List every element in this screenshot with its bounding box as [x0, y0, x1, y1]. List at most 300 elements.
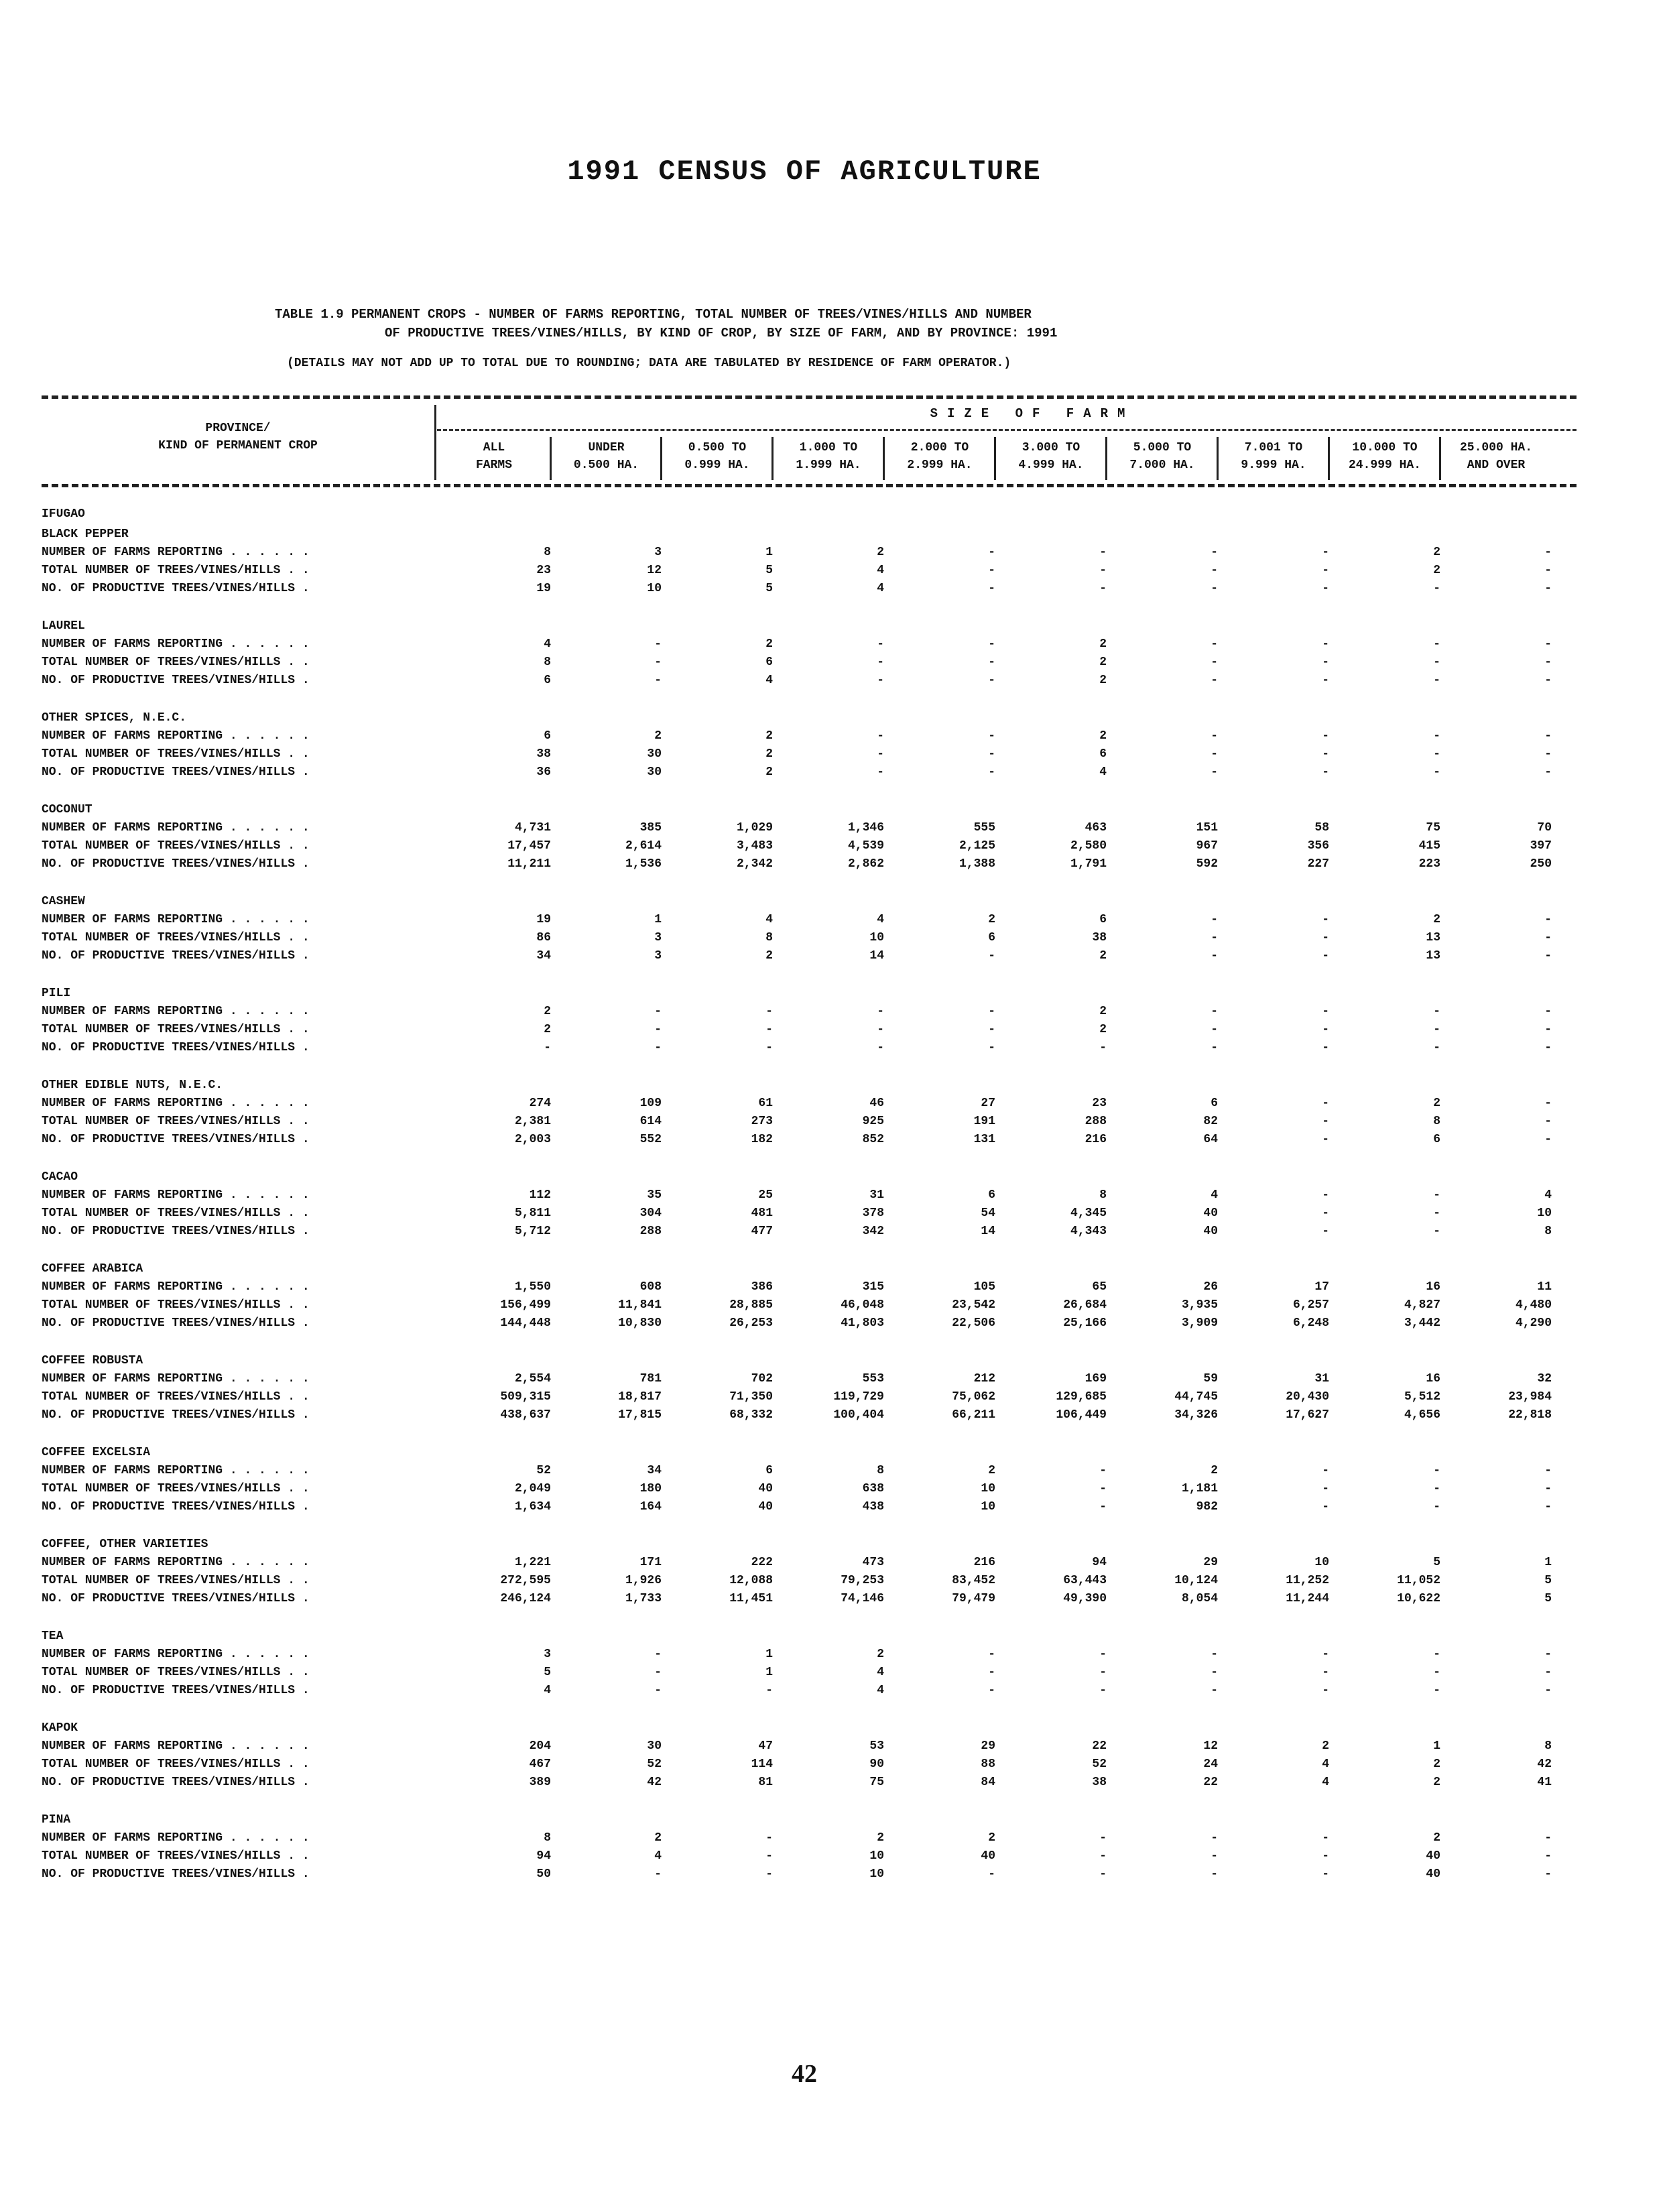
table-row — [42, 1829, 1552, 1847]
table-cell: 8 — [1544, 1739, 1552, 1753]
table-cell: 79,479 — [952, 1592, 995, 1605]
table-cell: - — [1544, 1867, 1552, 1881]
table-cell: 27 — [981, 1097, 995, 1110]
table-cell: 58 — [1314, 821, 1329, 835]
spacer-row — [42, 1516, 1552, 1534]
table-cell: 10 — [869, 931, 884, 944]
table-cell: - — [1211, 582, 1218, 595]
crop-name: BLACK PEPPER — [42, 528, 129, 541]
table-cell: 477 — [751, 1225, 773, 1238]
crop-row — [42, 983, 1552, 1003]
table-row — [42, 1205, 1552, 1223]
table-cell: 3 — [544, 1648, 551, 1661]
table-cell: - — [1211, 1849, 1218, 1863]
table-cell: - — [1322, 1005, 1329, 1018]
table-cell: - — [1322, 765, 1329, 779]
table-cell: - — [1322, 656, 1329, 669]
table-cell: 11,052 — [1397, 1574, 1440, 1587]
table-cell: - — [1433, 1005, 1440, 1018]
row-label: NUMBER OF FARMS REPORTING . . . . . . — [42, 1097, 310, 1110]
table-cell: - — [1322, 1097, 1329, 1110]
table-cell: - — [1322, 1849, 1329, 1863]
table-cell: 18,817 — [618, 1390, 662, 1404]
table-cell: - — [654, 1023, 662, 1036]
table-cell: 25,166 — [1063, 1316, 1107, 1330]
table-cell: - — [1433, 1666, 1440, 1679]
table-cell: 2 — [654, 1831, 662, 1845]
table-cell: - — [1544, 1684, 1552, 1697]
column-header: 0.500 TO 0.999 HA. — [684, 441, 750, 472]
crop-name: OTHER EDIBLE NUTS, N.E.C. — [42, 1079, 223, 1092]
table-row — [42, 1737, 1552, 1756]
table-cell: 40 — [758, 1500, 773, 1514]
table-cell: - — [1322, 1831, 1329, 1845]
table-cell: 40 — [981, 1849, 995, 1863]
table-cell: 90 — [869, 1758, 884, 1771]
table-cell: 22 — [1203, 1776, 1218, 1789]
table-cell: - — [877, 765, 884, 779]
table-cell: 4,827 — [1404, 1298, 1440, 1312]
table-cell: 473 — [862, 1556, 884, 1569]
table-cell: - — [1322, 729, 1329, 743]
table-caption — [275, 305, 1414, 343]
table-cell: - — [1433, 765, 1440, 779]
table-row — [42, 654, 1552, 672]
table-cell: - — [1544, 1133, 1552, 1146]
table-cell: 23,542 — [952, 1298, 995, 1312]
crop-row — [42, 1534, 1552, 1554]
table-row — [42, 1388, 1552, 1406]
table-cell: 614 — [639, 1115, 662, 1128]
table-cell: 20,430 — [1286, 1390, 1329, 1404]
table-cell: 4 — [765, 674, 773, 687]
table-cell: 4 — [877, 1684, 884, 1697]
table-cell: 61 — [758, 1097, 773, 1110]
table-cell: 8 — [1544, 1225, 1552, 1238]
table-cell: - — [1322, 1207, 1329, 1220]
table-cell: 6 — [988, 1188, 995, 1202]
table-cell: 31 — [869, 1188, 884, 1202]
crop-row — [42, 1350, 1552, 1370]
row-label: NUMBER OF FARMS REPORTING . . . . . . — [42, 1372, 310, 1386]
table-cell: 42 — [1537, 1758, 1552, 1771]
table-cell: 5 — [765, 582, 773, 595]
table-cell: 1 — [765, 1666, 773, 1679]
table-cell: 2 — [1433, 1776, 1440, 1789]
table-cell: 11,244 — [1286, 1592, 1329, 1605]
table-cell: - — [1099, 582, 1107, 595]
table-cell: - — [988, 1666, 995, 1679]
table-cell: - — [1544, 913, 1552, 926]
row-label: NO. OF PRODUCTIVE TREES/VINES/HILLS . — [42, 1408, 310, 1422]
table-cell: 75,062 — [952, 1390, 995, 1404]
table-cell: 119,729 — [833, 1390, 884, 1404]
table-cell: 10 — [981, 1500, 995, 1514]
table-row — [42, 1223, 1552, 1241]
table-cell: - — [1433, 582, 1440, 595]
table-cell: - — [1433, 1684, 1440, 1697]
table-cell: - — [1433, 729, 1440, 743]
table-cell: - — [1211, 1867, 1218, 1881]
table-cell: 2 — [877, 1831, 884, 1845]
stub-header: PROVINCE/ KIND OF PERMANENT CROP — [158, 422, 318, 452]
table-cell: 5,712 — [514, 1225, 551, 1238]
table-cell: 19 — [536, 913, 551, 926]
table-cell: 14 — [981, 1225, 995, 1238]
table-cell: 75 — [869, 1776, 884, 1789]
spacer-row — [42, 598, 1552, 615]
table-cell: 44,745 — [1174, 1390, 1218, 1404]
table-cell: 2 — [988, 1464, 995, 1477]
table-cell: 8 — [877, 1464, 884, 1477]
header-bottom-rule — [42, 484, 1577, 487]
row-label: TOTAL NUMBER OF TREES/VINES/HILLS . . — [42, 839, 310, 853]
table-cell: 23 — [536, 564, 551, 577]
table-row — [42, 1278, 1552, 1296]
table-cell: 38 — [536, 747, 551, 761]
table-cell: 481 — [751, 1207, 773, 1220]
table-cell: - — [1544, 1482, 1552, 1495]
table-cell: 81 — [758, 1776, 773, 1789]
row-label: TOTAL NUMBER OF TREES/VINES/HILLS . . — [42, 564, 310, 577]
spacer-row — [42, 873, 1552, 891]
table-cell: 553 — [862, 1372, 884, 1386]
table-cell: - — [1099, 564, 1107, 577]
table-cell: - — [654, 674, 662, 687]
table-cell: 4 — [544, 637, 551, 651]
table-row — [42, 1003, 1552, 1021]
table-cell: - — [654, 1684, 662, 1697]
table-cell: - — [1322, 1464, 1329, 1477]
crop-row — [42, 799, 1552, 819]
table-cell: 6,257 — [1292, 1298, 1329, 1312]
table-cell: 6,248 — [1292, 1316, 1329, 1330]
table-cell: 26,684 — [1063, 1298, 1107, 1312]
row-label: TOTAL NUMBER OF TREES/VINES/HILLS . . — [42, 1298, 310, 1312]
table-cell: 24 — [1203, 1758, 1218, 1771]
row-label: TOTAL NUMBER OF TREES/VINES/HILLS . . — [42, 1115, 310, 1128]
table-cell: 52 — [1092, 1758, 1107, 1771]
row-label: NUMBER OF FARMS REPORTING . . . . . . — [42, 913, 310, 926]
spacer-row — [42, 690, 1552, 707]
column-header: 1.000 TO 1.999 HA. — [796, 441, 861, 472]
table-cell: - — [765, 1831, 773, 1845]
spacer-row — [42, 1608, 1552, 1625]
table-cell: 100,404 — [833, 1408, 884, 1422]
table-cell: - — [1322, 637, 1329, 651]
table-row — [42, 911, 1552, 929]
table-cell: 5 — [544, 1666, 551, 1679]
table-cell: 4 — [654, 1849, 662, 1863]
crop-name: PILI — [42, 987, 71, 1000]
table-cell: - — [1099, 1482, 1107, 1495]
spacer-row — [42, 1424, 1552, 1442]
crop-row — [42, 524, 1552, 544]
row-label: NO. OF PRODUCTIVE TREES/VINES/HILLS . — [42, 1041, 310, 1054]
spacer-row — [42, 782, 1552, 799]
table-cell: 222 — [751, 1556, 773, 1569]
row-label: TOTAL NUMBER OF TREES/VINES/HILLS . . — [42, 1023, 310, 1036]
row-label: TOTAL NUMBER OF TREES/VINES/HILLS . . — [42, 747, 310, 761]
table-cell: - — [1322, 1188, 1329, 1202]
table-cell: - — [1544, 656, 1552, 669]
spacer-cell — [42, 873, 1552, 891]
table-cell: - — [1544, 1648, 1552, 1661]
crop-row — [42, 1625, 1552, 1646]
table-cell: - — [1544, 747, 1552, 761]
table-cell: 16 — [1426, 1280, 1440, 1294]
table-cell: - — [1211, 913, 1218, 926]
table-cell: 702 — [751, 1372, 773, 1386]
table-cell: 246,124 — [500, 1592, 551, 1605]
table-cell: - — [988, 949, 995, 963]
table-row — [42, 1186, 1552, 1205]
table-cell: 3,483 — [736, 839, 773, 853]
table-cell: - — [1099, 1849, 1107, 1863]
spacer-cell — [42, 1149, 1552, 1166]
table-cell: 385 — [639, 821, 662, 835]
table-cell: 1,536 — [625, 857, 662, 871]
data-table — [42, 503, 1552, 1884]
table-cell: - — [1544, 1849, 1552, 1863]
table-cell: 31 — [1314, 1372, 1329, 1386]
table-cell: - — [654, 1867, 662, 1881]
table-cell: 8 — [1099, 1188, 1107, 1202]
table-cell: - — [765, 1005, 773, 1018]
table-cell: 467 — [529, 1758, 551, 1771]
column-header: 3.000 TO 4.999 HA. — [1018, 441, 1084, 472]
crop-name: COFFEE, OTHER VARIETIES — [42, 1538, 208, 1551]
table-cell: 156,499 — [500, 1298, 551, 1312]
table-cell: 552 — [639, 1133, 662, 1146]
table-cell: - — [1211, 729, 1218, 743]
table-cell: 2 — [1433, 1831, 1440, 1845]
table-cell: - — [1211, 1666, 1218, 1679]
table-cell: 41 — [1537, 1776, 1552, 1789]
table-row — [42, 1039, 1552, 1057]
table-row — [42, 1572, 1552, 1590]
table-row — [42, 1664, 1552, 1682]
table-cell: 1,346 — [847, 821, 884, 835]
table-cell: 13 — [1426, 949, 1440, 963]
crop-name: OTHER SPICES, N.E.C. — [42, 711, 187, 725]
table-row — [42, 1370, 1552, 1388]
table-cell: 509,315 — [500, 1390, 551, 1404]
table-cell: 41,803 — [841, 1316, 884, 1330]
size-of-farm-rule — [437, 429, 1577, 431]
table-cell: - — [1322, 1133, 1329, 1146]
table-cell: 83,452 — [952, 1574, 995, 1587]
table-cell: 131 — [973, 1133, 995, 1146]
table-cell: - — [1211, 1648, 1218, 1661]
table-cell: - — [988, 765, 995, 779]
table-cell: 1,221 — [514, 1556, 551, 1569]
table-row — [42, 1021, 1552, 1039]
table-cell: 227 — [1307, 857, 1329, 871]
table-cell: 463 — [1085, 821, 1107, 835]
table-cell: 2 — [654, 729, 662, 743]
table-cell: - — [988, 546, 995, 559]
crop-name: CASHEW — [42, 895, 85, 908]
table-cell: 1,029 — [736, 821, 773, 835]
table-cell: 1,634 — [514, 1500, 551, 1514]
spacer-cell — [42, 1241, 1552, 1258]
table-cell: - — [765, 1684, 773, 1697]
spacer-cell — [42, 598, 1552, 615]
table-cell: 10,124 — [1174, 1574, 1218, 1587]
table-cell: - — [1211, 949, 1218, 963]
spacer-row — [42, 1057, 1552, 1074]
table-cell: 22,818 — [1508, 1408, 1552, 1422]
table-row — [42, 1865, 1552, 1884]
table-cell: - — [877, 1023, 884, 1036]
table-cell: 1,791 — [1070, 857, 1107, 871]
table-cell: 2,342 — [736, 857, 773, 871]
table-cell: - — [1099, 1666, 1107, 1679]
table-cell: - — [988, 1867, 995, 1881]
table-cell: - — [1544, 1500, 1552, 1514]
table-cell: 34 — [536, 949, 551, 963]
table-cell: - — [1433, 1023, 1440, 1036]
table-row — [42, 672, 1552, 690]
page-number: 42 — [792, 2060, 817, 2088]
table-cell: 38 — [1092, 931, 1107, 944]
crop-row — [42, 1258, 1552, 1278]
table-cell: 16 — [1426, 1372, 1440, 1386]
crop-name: TEA — [42, 1630, 64, 1643]
table-cell: - — [988, 656, 995, 669]
spacer-row — [42, 1149, 1552, 1166]
column-header: 10.000 TO 24.999 HA. — [1348, 441, 1422, 472]
spacer-row — [42, 1241, 1552, 1258]
table-cell: - — [1544, 1831, 1552, 1845]
table-cell: 555 — [973, 821, 995, 835]
table-cell: - — [1322, 1041, 1329, 1054]
table-row — [42, 763, 1552, 782]
table-cell: 6 — [1099, 913, 1107, 926]
row-label: TOTAL NUMBER OF TREES/VINES/HILLS . . — [42, 1482, 310, 1495]
table-cell: - — [1433, 1500, 1440, 1514]
table-cell: 191 — [973, 1115, 995, 1128]
row-label: NUMBER OF FARMS REPORTING . . . . . . — [42, 1739, 310, 1753]
table-cell: 4 — [877, 564, 884, 577]
table-cell: 304 — [639, 1207, 662, 1220]
table-cell: 47 — [758, 1739, 773, 1753]
table-cell: 2 — [1099, 729, 1107, 743]
table-cell: - — [654, 1648, 662, 1661]
table-cell: 46 — [869, 1097, 884, 1110]
table-cell: 11,252 — [1286, 1574, 1329, 1587]
table-cell: 79,253 — [841, 1574, 884, 1587]
spacer-cell — [42, 1516, 1552, 1534]
table-cell: 22 — [1092, 1739, 1107, 1753]
table-cell: - — [1099, 1464, 1107, 1477]
table-note: (DETAILS MAY NOT ADD UP TO TOTAL DUE TO ROUNDING; DATA ARE TABULATED BY RESIDENCE OF FARM OPERATOR.) — [287, 357, 1011, 370]
table-row — [42, 1462, 1552, 1480]
table-cell: 2 — [877, 546, 884, 559]
row-label: NUMBER OF FARMS REPORTING . . . . . . — [42, 1556, 310, 1569]
table-cell: 11,211 — [507, 857, 551, 871]
table-cell: 852 — [862, 1133, 884, 1146]
table-cell: 82 — [1203, 1115, 1218, 1128]
table-cell: 6 — [988, 931, 995, 944]
table-cell: 50 — [536, 1867, 551, 1881]
table-cell: - — [1211, 674, 1218, 687]
table-cell: 52 — [536, 1464, 551, 1477]
table-cell: 216 — [973, 1556, 995, 1569]
table-cell: 3,909 — [1181, 1316, 1218, 1330]
table-cell: 2 — [1433, 1097, 1440, 1110]
table-cell: - — [654, 656, 662, 669]
table-cell: 2 — [988, 913, 995, 926]
table-row — [42, 1756, 1552, 1774]
table-cell: - — [1544, 1464, 1552, 1477]
table-cell: - — [1322, 1867, 1329, 1881]
table-cell: - — [1322, 582, 1329, 595]
table-cell: - — [1211, 1831, 1218, 1845]
table-cell: 223 — [1418, 857, 1440, 871]
table-row — [42, 1646, 1552, 1664]
table-cell: - — [1099, 546, 1107, 559]
row-label: NO. OF PRODUCTIVE TREES/VINES/HILLS . — [42, 1867, 310, 1881]
table-cell: - — [1433, 674, 1440, 687]
table-cell: - — [1099, 1500, 1107, 1514]
table-cell: 3 — [654, 949, 662, 963]
table-cell: 4 — [1211, 1188, 1218, 1202]
table-cell: 8 — [544, 656, 551, 669]
crop-row — [42, 615, 1552, 635]
table-cell: - — [765, 1041, 773, 1054]
table-cell: 36 — [536, 765, 551, 779]
table-cell: 129,685 — [1056, 1390, 1107, 1404]
table-cell: 2 — [765, 747, 773, 761]
spacer-cell — [42, 965, 1552, 983]
table-cell: - — [1099, 1684, 1107, 1697]
table-cell: 84 — [981, 1776, 995, 1789]
table-cell: 65 — [1092, 1280, 1107, 1294]
row-label: NUMBER OF FARMS REPORTING . . . . . . — [42, 1280, 310, 1294]
table-cell: 30 — [647, 765, 662, 779]
table-cell: 4 — [1322, 1776, 1329, 1789]
table-cell: 8 — [1433, 1115, 1440, 1128]
table-cell: 4,731 — [514, 821, 551, 835]
table-cell: 288 — [639, 1225, 662, 1238]
table-cell: 4,343 — [1070, 1225, 1107, 1238]
table-row — [42, 1554, 1552, 1572]
table-cell: 11,841 — [618, 1298, 662, 1312]
table-cell: 6 — [544, 729, 551, 743]
table-cell: 2 — [1322, 1739, 1329, 1753]
table-cell: - — [1433, 1188, 1440, 1202]
crop-name: KAPOK — [42, 1721, 78, 1735]
table-cell: 23 — [1092, 1097, 1107, 1110]
table-cell: - — [1211, 564, 1218, 577]
table-cell: - — [1433, 1648, 1440, 1661]
table-cell: 212 — [973, 1372, 995, 1386]
table-cell: 4,345 — [1070, 1207, 1107, 1220]
spacer-cell — [42, 1608, 1552, 1625]
table-cell: 10 — [981, 1482, 995, 1495]
table-cell: - — [654, 1041, 662, 1054]
crop-name: COFFEE EXCELSIA — [42, 1446, 151, 1459]
table-cell: - — [1211, 1041, 1218, 1054]
table-cell: 342 — [862, 1225, 884, 1238]
table-cell: - — [1322, 747, 1329, 761]
table-cell: 4,290 — [1515, 1316, 1552, 1330]
table-cell: - — [1433, 1482, 1440, 1495]
row-label: NO. OF PRODUCTIVE TREES/VINES/HILLS . — [42, 1133, 310, 1146]
table-cell: 74,146 — [841, 1592, 884, 1605]
